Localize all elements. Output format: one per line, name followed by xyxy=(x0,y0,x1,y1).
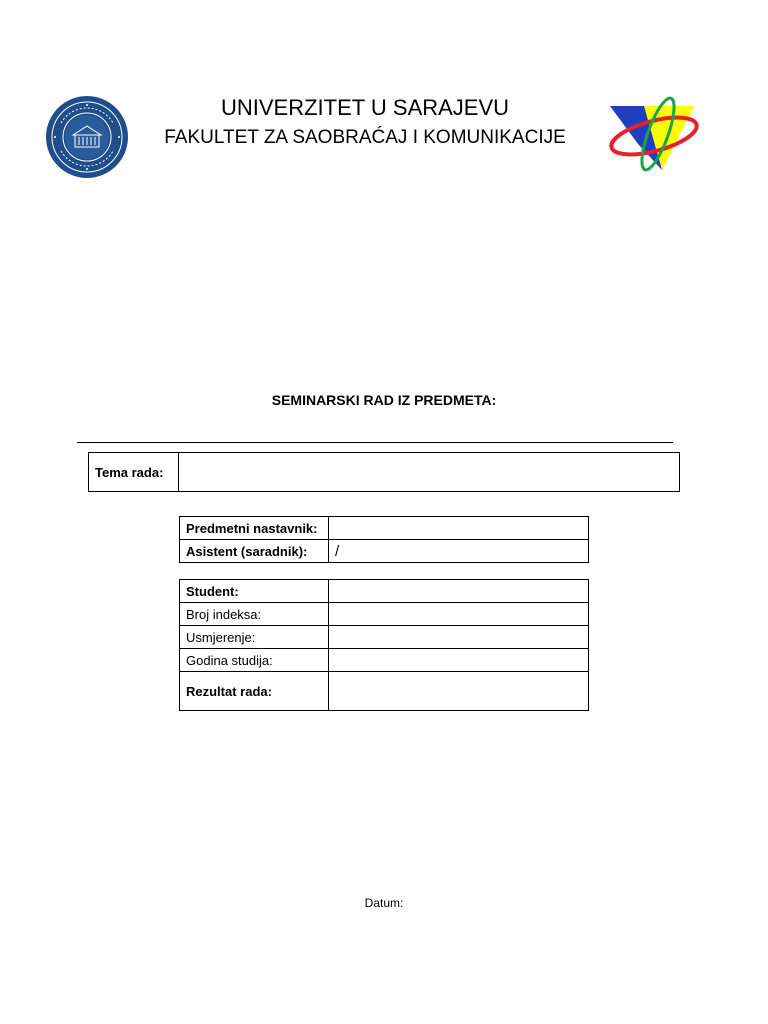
table-row xyxy=(180,672,589,711)
specialization-value[interactable] xyxy=(329,626,589,649)
table-row xyxy=(180,626,589,649)
teacher-value[interactable] xyxy=(329,517,589,540)
faculty-title: FAKULTET ZA SAOBRAĆAJ I KOMUNIKACIJE xyxy=(164,127,566,148)
study-year-value[interactable] xyxy=(329,649,589,672)
seminar-heading: SEMINARSKI RAD IZ PREDMETA: xyxy=(271,392,497,408)
date-label: Datum: xyxy=(364,896,404,910)
subject-line xyxy=(77,442,673,443)
specialization-label: Usmjerenje: xyxy=(180,626,329,649)
topic-label: Tema rada: xyxy=(89,453,179,492)
university-title: UNIVERZITET U SARAJEVU xyxy=(220,95,510,120)
topic-table xyxy=(88,452,680,492)
student-value[interactable] xyxy=(329,580,589,603)
table-row xyxy=(180,540,589,563)
staff-table xyxy=(179,516,589,563)
index-number-label: Broj indeksa: xyxy=(180,603,329,626)
study-year-label: Godina studija: xyxy=(180,649,329,672)
assistant-value[interactable]: / xyxy=(329,540,589,563)
assistant-label: Asistent (saradnik): xyxy=(180,540,329,563)
table-row xyxy=(180,517,589,540)
index-number-value[interactable] xyxy=(329,603,589,626)
teacher-label: Predmetni nastavnik: xyxy=(180,517,329,540)
student-label: Student: xyxy=(180,580,329,603)
topic-row xyxy=(89,453,680,492)
result-value[interactable] xyxy=(329,672,589,711)
table-row xyxy=(180,580,589,603)
result-label: Rezultat rada: xyxy=(180,672,329,711)
topic-value[interactable] xyxy=(179,453,680,492)
table-row xyxy=(180,649,589,672)
student-table xyxy=(179,579,589,711)
faculty-triangle-logo xyxy=(604,92,702,178)
university-seal-logo xyxy=(45,95,129,179)
table-row xyxy=(180,603,589,626)
